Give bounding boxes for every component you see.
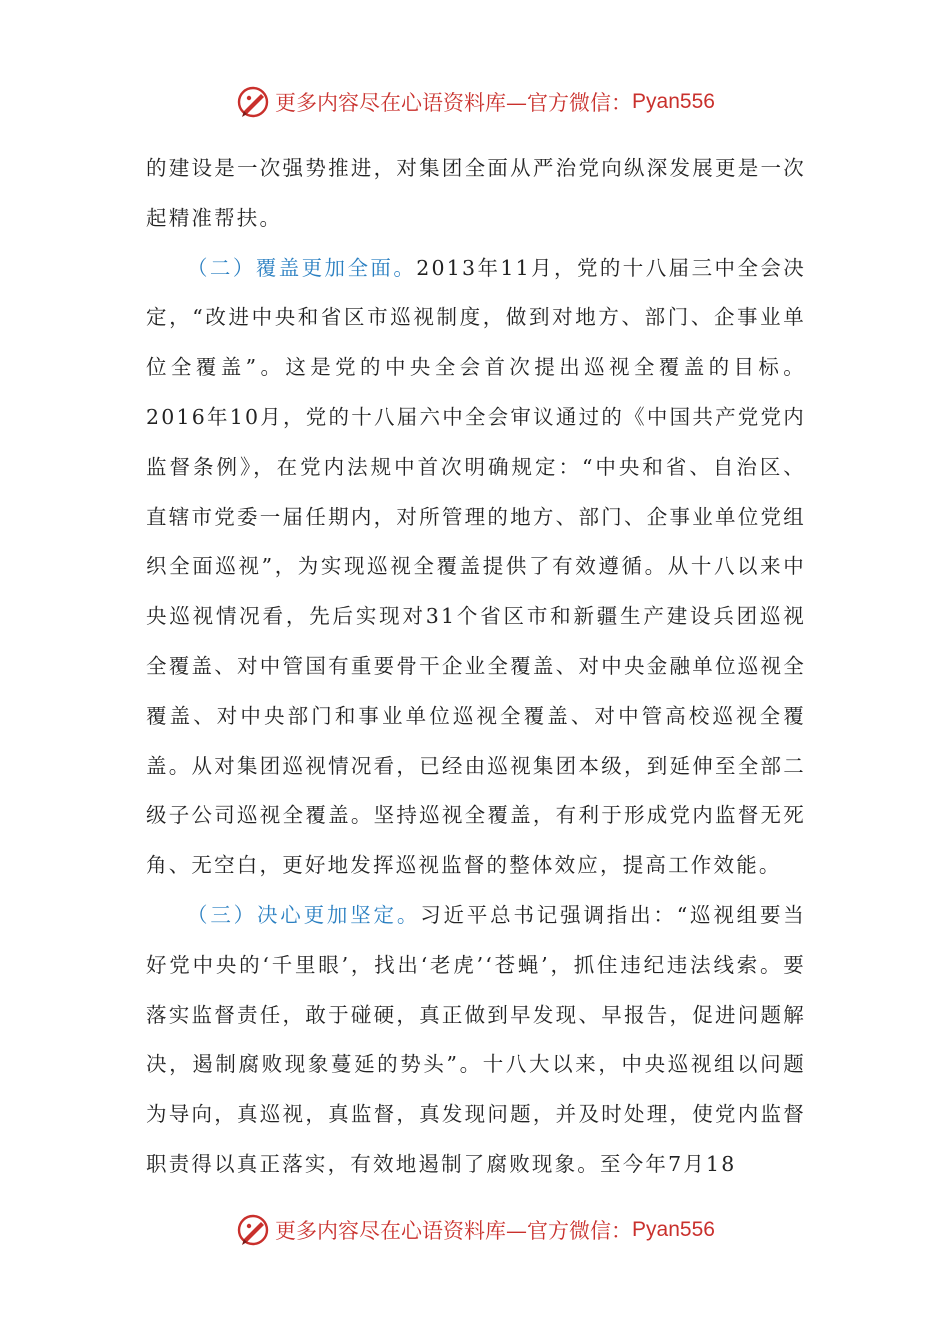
pen-logo-icon <box>235 84 271 120</box>
banner-main-text: 更多内容尽在心语资料库— <box>275 1219 528 1243</box>
paragraph-text: 习近平总书记强调指出：“巡视组要当好党中央的‘千里眼’，找出‘老虎’‘苍蝇’，抓住违纪违法线索。要落实监督责任，敢于碰硬，真正做到早发现、早报告，促进问题解决，遏制腐败现象蔓延的势头”。十八大以来，中央巡视组以问题为导向，真巡视，真监督，真发现问题，并及时处理，使党内监督职责得以真正落实，有效地遏制了腐败现象。至今年7月18 <box>146 902 806 1176</box>
paragraph-determination <box>146 891 806 1190</box>
paragraph-text: 的建设是一次强势推进，对集团全面从严治党向纵深发展更是一次起精准帮扶。 <box>146 156 806 230</box>
section-heading-determination: （三）决心更加坚定。 <box>187 902 421 927</box>
header-watermark <box>0 82 950 122</box>
paragraph-coverage <box>146 244 806 891</box>
banner-wechat-handle: Pyan556 <box>632 90 715 113</box>
paragraph-continuation <box>146 144 806 244</box>
footer-watermark <box>0 1210 950 1250</box>
document-body <box>146 144 806 1190</box>
section-heading-coverage: （二）覆盖更加全面。 <box>187 255 417 280</box>
banner-main-text: 更多内容尽在心语资料库— <box>275 91 528 115</box>
banner-wechat-handle: Pyan556 <box>632 1218 715 1241</box>
paragraph-text: 2013年11月，党的十八届三中全会决定，“改进中央和省区市巡视制度，做到对地方、部门、企事业单位全覆盖”。这是党的中央全会首次提出巡视全覆盖的目标。2016年10月，党的十八届六中全会审议通过的《中国共产党党内监督条例》，在党内法规中首次明确规定：“中央和省、自治区、直辖市党委一届任期内，对所管理的地方、部门、企事业单位党组织全面巡视”，为实现巡视全覆盖提供了有效遵循。从十八以来中央巡视情况看，先后实现对31个省区市和新疆生产建设兵团巡视全覆盖、对中管国有重要骨干企业全覆盖、对中央金融单位巡视全覆盖、对中央部门和事业单位巡视全覆盖、对中管高校巡视全覆盖。从对集团巡视情况看，已经由巡视集团本级，到延伸至全部二级子公司巡视全覆盖。坚持巡视全覆盖，有利于形成党内监督无死角、无空白，更好地发挥巡视监督的整体效应，提高工作效能。 <box>146 255 806 878</box>
banner-official-text: 官方微信： <box>527 1219 633 1243</box>
banner-official-text: 官方微信： <box>527 91 633 115</box>
pen-logo-icon <box>235 1212 271 1248</box>
